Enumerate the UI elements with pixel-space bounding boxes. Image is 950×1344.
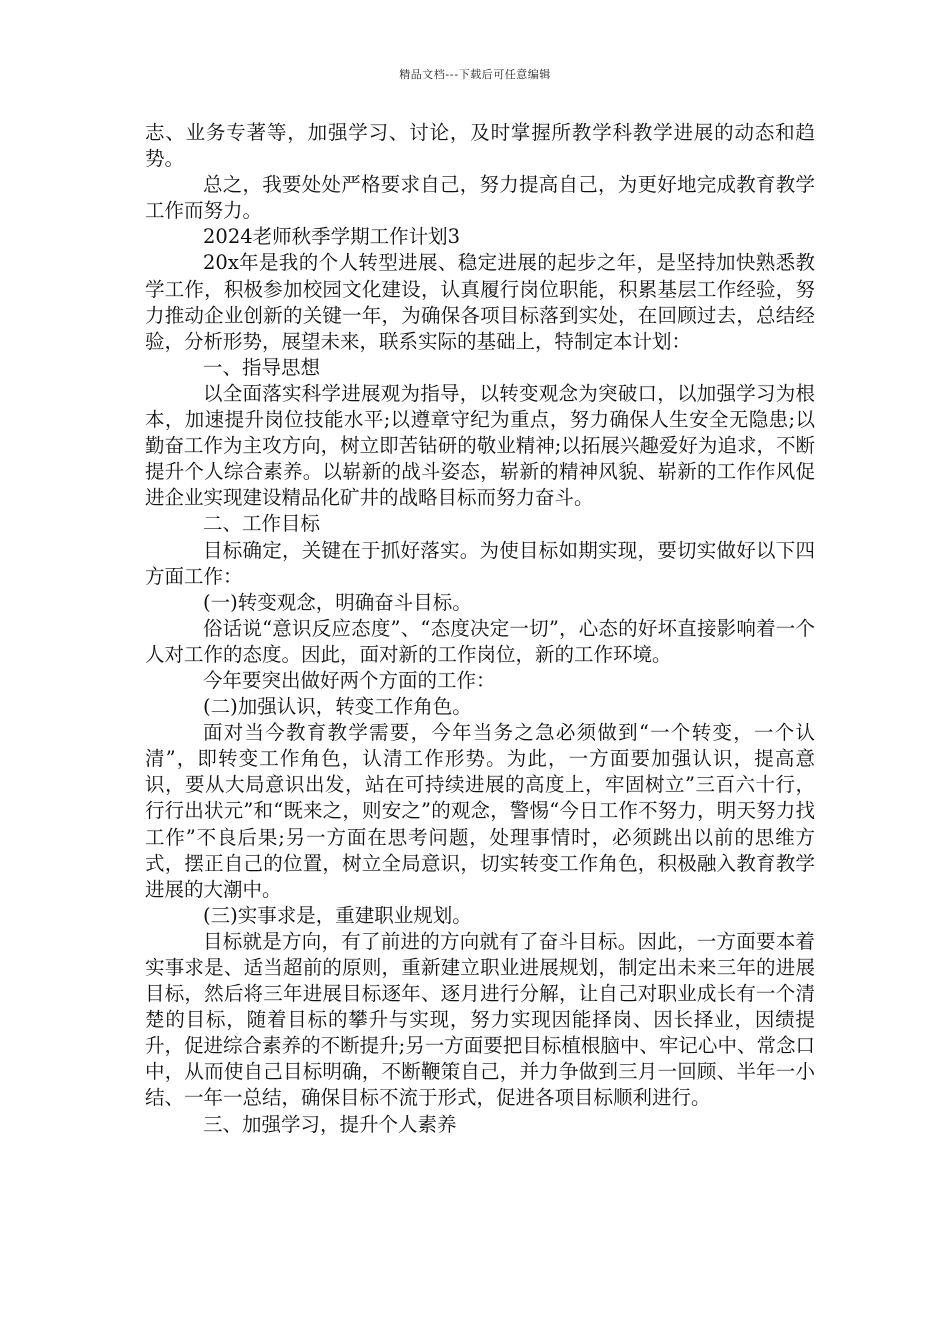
paragraph: 总之，我要处处严格要求自己，努力提高自己，为更好地完成教育教学工作而努力。 [145,173,815,223]
paragraph: 20x年是我的个人转型进展、稳定进展的起步之年，是坚持加快熟悉教学工作，积极参加校园文化建设，认真履行岗位职能，积累基层工作经验，努力推动企业创新的关键一年，为确保各项目标落到实处，在回顾过去，总结经验，分析形势，展望未来，联系实际的基础上，特制定本计划： [145,251,815,353]
paragraph: 今年要突出做好两个方面的工作： [203,668,496,692]
document-body [145,120,815,1138]
section-heading: 二、工作目标 [203,512,321,536]
section-heading: 三、加强学习，提升个人素养 [203,1112,457,1136]
section-heading: 一、指导思想 [203,355,321,379]
paragraph: 志、业务专著等，加强学习、讨论，及时掌握所教学科教学进展的动态和趋势。 [145,121,815,171]
subsection-heading: (一)转变观念，明确奋斗目标。 [203,590,472,614]
paragraph: 以全面落实科学进展观为指导，以转变观念为突破口，以加强学习为根本，加速提升岗位技能水平;以遵章守纪为重点，努力确保人生安全无隐患;以勤奋工作为主攻方向，树立即苦钻研的敬业精神;以拓展兴趣爱好为追求，不断提升个人综合素养。以崭新的战斗姿态，崭新的精神风貌、崭新的工作作风促进企业实现建设精品化矿井的战略目标而努力奋斗。 [145,381,815,510]
subsection-heading: (二)加强认识，转变工作角色。 [203,695,472,719]
paragraph: 目标就是方向，有了前进的方向就有了奋斗目标。因此，一方面要本着实事求是、适当超前的原则，重新建立职业进展规划，制定出未来三年的进展目标，然后将三年进展目标逐年、逐月进行分解，让自己对职业成长有一个清楚的目标，随着目标的攀升与实现，努力实现因能择岗、因长择业，因绩提升，促进综合素养的不断提升;另一方面要把目标植根脑中、牢记心中、常念口中，从而使自己目标明确，不断鞭策自己，并力争做到三月一回顾、半年一小结、一年一总结，确保目标不流于形式，促进各项目标顺利进行。 [145,929,815,1110]
section-title: 2024老师秋季学期工作计划3 [203,225,461,249]
paragraph: 目标确定，关键在于抓好落实。为使目标如期实现，要切实做好以下四方面工作： [145,538,815,588]
paragraph: 俗话说“意识反应态度”、“态度决定一切”，心态的好坏直接影响着一个人对工作的态度。因此，面对新的工作岗位，新的工作环境。 [145,616,815,666]
page-header: 精品文档---下载后可任意编辑 [399,68,551,81]
subsection-heading: (三)实事求是，重建职业规划。 [203,903,472,927]
paragraph: 面对当今教育教学需要，今年当务之急必须做到“一个转变，一个认清”，即转变工作角色，认清工作形势。为此，一方面要加强认识，提高意识，要从大局意识出发，站在可持续进展的高度上，牢固树立”三百六十行，行行出状元”和“既来之，则安之”的观念，警惕“今日工作不努力，明天努力找工作”不良后果;另一方面在思考问题，处理事情时，必须跳出以前的思维方式，摆正自己的位置，树立全局意识，切实转变工作角色，积极融入教育教学进展的大潮中。 [145,721,815,901]
